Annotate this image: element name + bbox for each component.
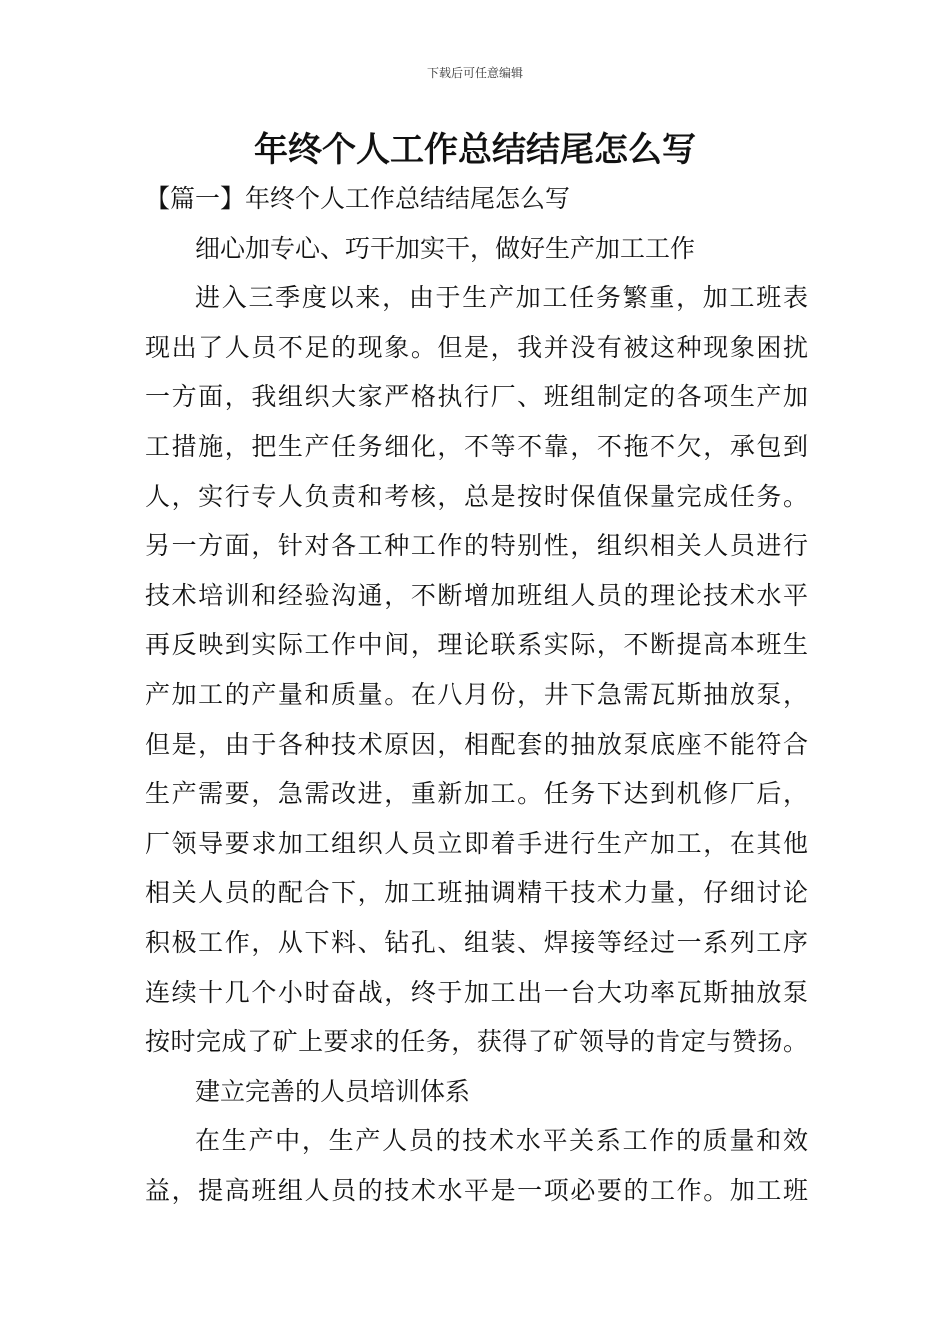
header-note: 下载后可任意编辑 (426, 66, 523, 80)
text-line: 积极工作，从下料、钻孔、组装、焊接等经过一系列工序 (145, 927, 808, 957)
text-line: 按时完成了矿上要求的任务，获得了矿领导的肯定与赞扬。 (145, 1027, 808, 1057)
text-line: 生产需要，急需改进，重新加工。任务下达到机修厂后， (145, 779, 808, 809)
text-line: 在生产中，生产人员的技术水平关系工作的质量和效 (195, 1126, 808, 1156)
text-line: 一方面，我组织大家严格执行厂、班组制定的各项生产加 (145, 382, 808, 412)
text-line: 人，实行专人负责和考核，总是按时保值保量完成任务。 (145, 481, 808, 511)
text-line: 建立完善的人员培训体系 (195, 1076, 471, 1106)
text-line: 连续十几个小时奋战，终于加工出一台大功率瓦斯抽放泵 (145, 977, 808, 1007)
text-line: 技术培训和经验沟通，不断增加班组人员的理论技术水平 (145, 580, 808, 610)
text-line: 再反映到实际工作中间，理论联系实际，不断提高本班生 (145, 630, 808, 660)
text-line: 【篇一】年终个人工作总结结尾怎么写 (145, 184, 571, 213)
text-line: 厂领导要求加工组织人员立即着手进行生产加工，在其他 (145, 828, 808, 858)
text-line: 现出了人员不足的现象。但是，我并没有被这种现象困扰 (145, 332, 808, 362)
text-line: 进入三季度以来，由于生产加工任务繁重，加工班表 (195, 283, 808, 313)
text-line: 相关人员的配合下，加工班抽调精干技术力量，仔细讨论 (145, 878, 808, 908)
text-line: 益，提高班组人员的技术水平是一项必要的工作。加工班 (145, 1175, 808, 1205)
text-line: 但是，由于各种技术原因，相配套的抽放泵底座不能符合 (145, 729, 808, 759)
text-line: 另一方面，针对各工种工作的特别性，组织相关人员进行 (145, 531, 808, 561)
document-title: 年终个人工作总结结尾怎么写 (254, 130, 696, 170)
text-line: 细心加专心、巧干加实干，做好生产加工工作 (195, 233, 696, 263)
text-line: 工措施，把生产任务细化，不等不靠，不拖不欠，承包到 (145, 431, 808, 461)
document-body (145, 174, 808, 1215)
text-line: 产加工的产量和质量。在八月份，井下急需瓦斯抽放泵， (145, 679, 808, 709)
